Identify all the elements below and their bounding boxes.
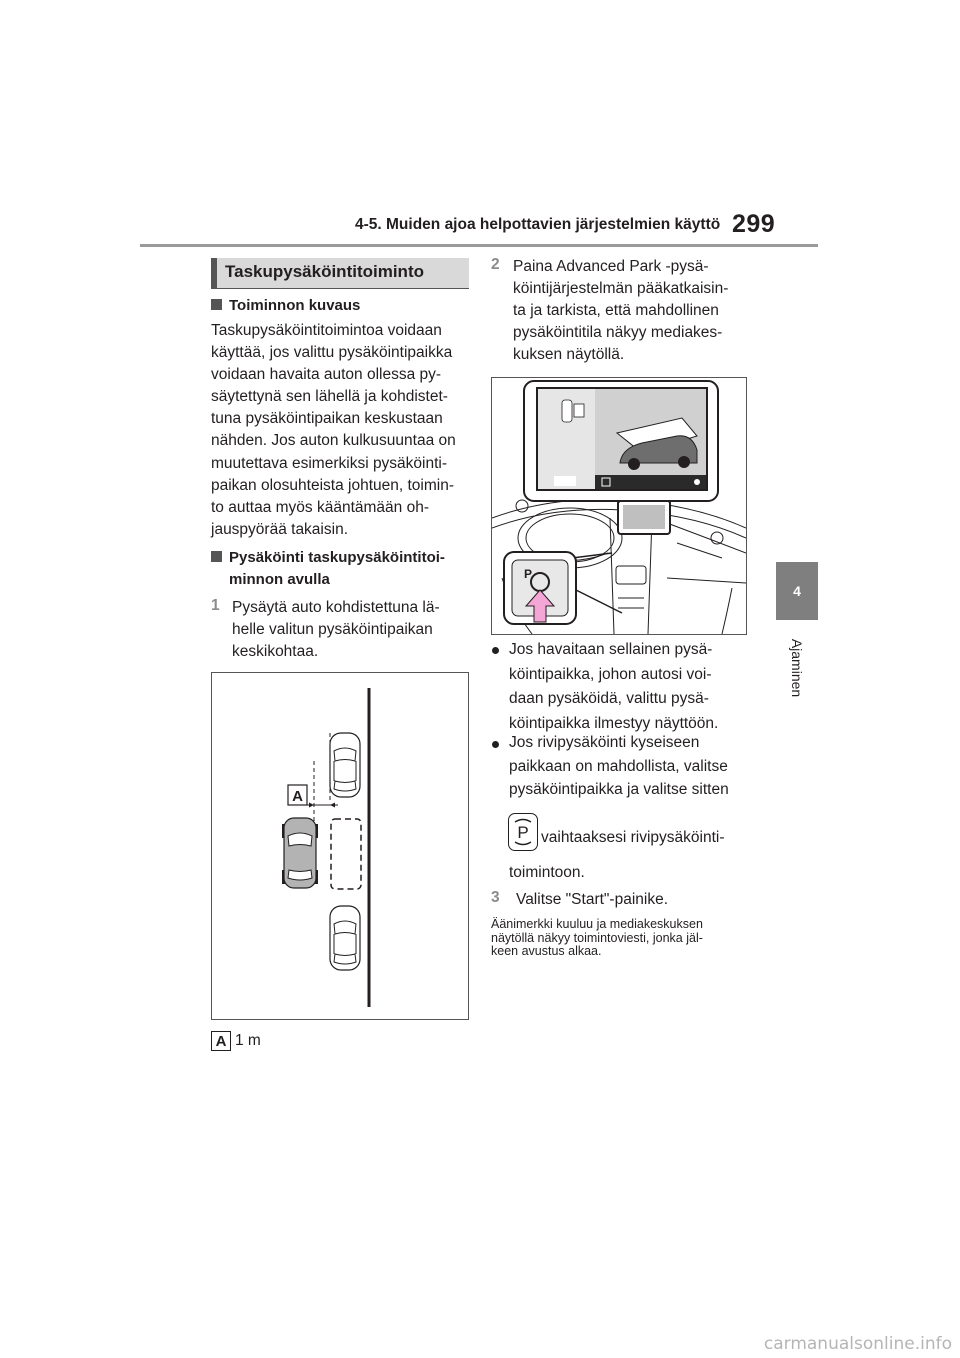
own-car <box>282 818 318 888</box>
text-line: tuna pysäköintipaikan keskustaan <box>211 410 443 428</box>
bullet-2-end: toimintoon. <box>509 864 585 881</box>
mini-car <box>562 400 572 422</box>
text-line: keskikohtaa. <box>232 643 319 661</box>
bullet-dot-icon <box>492 647 499 654</box>
car-wheel <box>628 458 640 470</box>
callout-line <box>572 553 612 558</box>
screen-bottom-bar <box>595 475 706 489</box>
step-1-text <box>232 597 472 663</box>
intro-paragraph <box>211 320 473 541</box>
section-title: Taskupysäköintitoiminto <box>225 262 424 281</box>
parking-diagram <box>211 672 469 1020</box>
subheading-text: Pysäköinti taskupysäköintitoi- <box>229 549 445 566</box>
text-line: köintijärjestelmän pääkatkaisin- <box>513 280 729 298</box>
dimension-arrow <box>330 803 335 808</box>
text-line: pysäköintitila näkyy mediakes- <box>513 324 723 342</box>
square-bullet-icon <box>211 551 222 562</box>
square-bullet-icon <box>211 299 222 310</box>
text-line: helle valitun pysäköintipaikan <box>232 621 433 639</box>
dashboard-svg <box>492 378 746 634</box>
chapter-tab: 4 <box>776 562 818 620</box>
text-line: Äänimerkki kuuluu ja mediakeskuksen <box>491 917 703 931</box>
text-line: ta ja tarkista, että mahdollinen <box>513 302 719 320</box>
text-line: köintipaikka ilmestyy näyttöön. <box>509 714 719 732</box>
chapter-label-text: Ajaminen <box>789 638 805 698</box>
text-line: muutettava esimerkiksi pysäköinti- <box>211 454 448 472</box>
page-number: 299 <box>732 210 776 238</box>
bullet-dot-icon <box>492 741 499 748</box>
dimension-arrow <box>309 803 314 808</box>
target-parking-slot <box>331 819 361 889</box>
text-line: paikan olosuhteista johtuen, toimin- <box>211 476 454 494</box>
parking-diagram-svg <box>212 673 468 1019</box>
subheading-function-description <box>211 297 360 314</box>
text-line: näytöllä näkyy toimintoviesti, jonka jäl- <box>491 930 703 945</box>
text-line: Taskupysäköintitoimintoa voidaan <box>211 322 442 339</box>
text-line: paikkaan on mahdollista, valitse <box>509 757 728 775</box>
text-line: kuksen näytöllä. <box>513 346 625 364</box>
mini-button <box>554 476 576 486</box>
text-line: säytettynä sen lähellä ja kohdistet- <box>211 388 448 406</box>
text-line: nähden. Jos auton kulkusuuntaa on <box>211 432 456 450</box>
parking-p-glyph: P <box>517 823 529 842</box>
note-text <box>491 918 761 959</box>
text-line: daan pysäköidä, valittu pysä- <box>509 690 709 707</box>
parallel-parking-switch-icon <box>508 813 538 851</box>
car-wheel <box>678 456 690 468</box>
bullet-2-continuation: vaihtaaksesi rivipysäköinti- <box>541 829 725 846</box>
text-line: keen avustus alkaa. <box>491 944 602 958</box>
text-line: pysäköintipaikka ja valitse sitten <box>509 781 729 798</box>
label-a-text: A <box>292 788 303 805</box>
section-heading-bar <box>211 258 217 288</box>
text-line: köintipaikka, johon autosi voi- <box>509 665 712 683</box>
legend-text: 1 m <box>235 1032 261 1049</box>
media-unit-screen <box>623 505 665 529</box>
parked-car-bottom <box>330 906 360 970</box>
callout-line <box>572 588 622 613</box>
step-3-text: Valitse "Start"-painike. <box>516 891 669 908</box>
text-line: Pysäytä auto kohdistettuna lä- <box>232 599 440 616</box>
watermark: carmanualsonline.info <box>763 1334 952 1354</box>
parallel-parking-svg <box>509 814 537 850</box>
step-number: 3 <box>491 889 500 906</box>
text-line: käyttää, jos valittu pysäköintipaikka <box>211 344 453 362</box>
dashboard-figure <box>491 377 747 635</box>
subheading-text: Toiminnon kuvaus <box>229 297 361 314</box>
settings-icon <box>694 479 700 485</box>
step-number: 2 <box>491 256 500 273</box>
parked-car-top <box>330 733 360 797</box>
bullet-1-text <box>509 638 759 736</box>
subheading-parking <box>211 547 445 591</box>
section-heading <box>211 258 469 289</box>
running-header: 4-5. Muiden ajoa helpottavien järjestelmien käyttö <box>355 216 721 233</box>
step-number: 1 <box>211 597 220 614</box>
text-line: Jos rivipysäköinti kyseiseen <box>509 734 700 751</box>
text-line: Jos havaitaan sellainen pysä- <box>509 641 713 658</box>
step-2-text <box>513 256 763 366</box>
switch-p-glyph: P <box>524 567 533 581</box>
text-line: Paina Advanced Park -pysä- <box>513 258 709 275</box>
text-line: to auttaa myös kääntämään oh- <box>211 498 429 516</box>
text-line: jauspyörää takaisin. <box>211 520 348 538</box>
chapter-label <box>776 628 818 708</box>
subheading-text: minnon avulla <box>229 571 330 588</box>
bullet-2-text <box>509 731 759 802</box>
mini-p-icon <box>574 404 584 417</box>
text-line: voidaan havaita auton ollessa py- <box>211 366 442 384</box>
legend-letter-box: A <box>211 1031 231 1051</box>
header-rule <box>140 244 818 247</box>
